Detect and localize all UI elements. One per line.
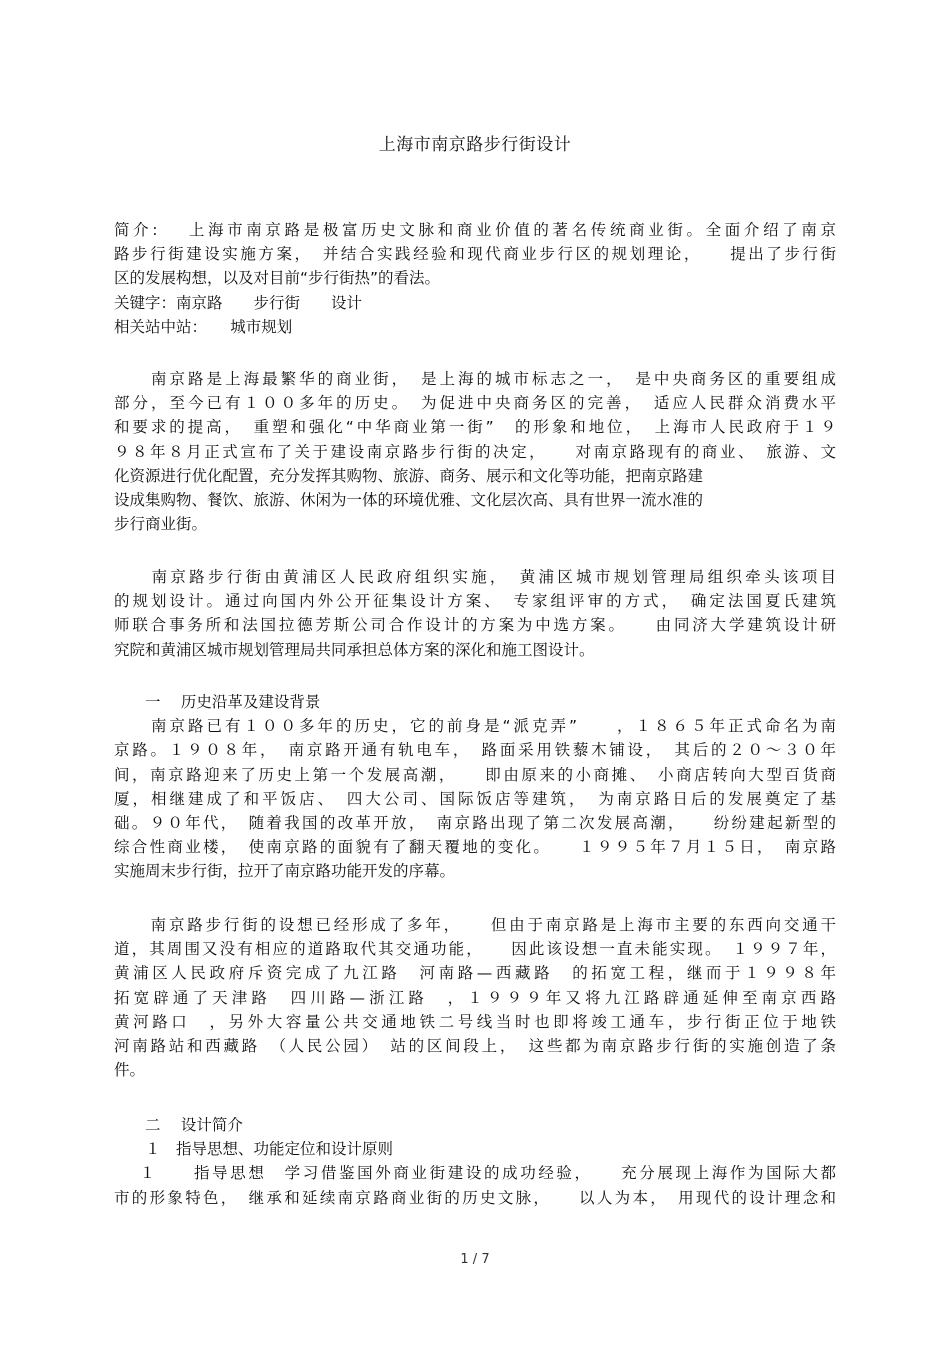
section-design [114,1113,836,1210]
paragraph-line: 京路。１９０８年， 南京路开通有轨电车， 路面采用铁藜木铺设， 其后的２０～３０年 [114,741,836,760]
paragraph-line: 南京路已有１００多年的历史，它的前身是“派克弄” ，１８６５年正式命名为南 [114,717,836,736]
paragraph-line: １ 指导思想 学习借鉴国外商业街建设的成功经验， 充分展现上海作为国际大都 [114,1164,836,1183]
abstract-line: 简介: 上海市南京路是极富历史文脉和商业价值的著名传统商业街。全面介绍了南京 [114,221,836,239]
paragraph-line: 综合性商业楼， 使南京路的面貌有了翻天覆地的变化。 １９９５年７月１５日， 南京路 [114,838,836,857]
paragraph-background [114,913,836,1082]
abstract-line: 区的发展构想，以及对目前“步行街热”的看法。 [114,269,441,288]
paragraph-line: 和要求的提高， 重塑和强化“中华商业第一街” 的形象和地位， 上海市人民政府于１９ [114,418,836,437]
paragraph-organization [114,565,836,662]
abstract-line: 路步行街建设实施方案， 并结合实践经验和现代商业步行区的规划理论， 提出了步行街 [114,245,836,264]
paragraph-line: 黄河路口 ，另外大容量公共交通地铁二号线当时也即将竣工通车，步行街正位于地铁 [114,1012,836,1031]
paragraph-line: ９８年８月正式宣布了关于建设南京路步行街的决定， 对南京路现有的商业、 旅游、文 [114,442,836,461]
paragraph-line: 件。 [114,1061,146,1080]
paragraph-line: 化资源进行优化配置，充分发挥其购物、旅游、商务、展示和文化等功能，把南京路建 [114,466,704,485]
paragraph-line: 南京路步行街的设想已经形成了多年， 但由于南京路是上海市主要的东西向交通干 [114,916,836,934]
page-number: 1 / 7 [460,1252,490,1267]
paragraph-line: 南京路是上海最繁华的商业街， 是上海的城市标志之一， 是中央商务区的重要组成 [114,370,836,388]
related-station-line: 相关站中站： 城市规划 [114,317,293,336]
subsection-heading: １ 指导思想、功能定位和设计原则 [114,1140,394,1159]
paragraph-line: 步行商业街。 [114,515,208,534]
document-title: 上海市南京路步行街设计 [378,135,572,155]
section-history [114,690,836,884]
paragraph-line: 南京路步行街由黄浦区人民政府组织实施， 黄浦区城市规划管理局组织牵头该项目 [114,568,836,586]
paragraph-line: 拓宽辟通了天津路 四川路—浙江路 ，１９９９年又将九江路辟通延伸至南京西路 [114,988,836,1007]
paragraph-line: 黄浦区人民政府斥资完成了九江路 河南路—西藏路 的拓宽工程，继而于１９９８年 [114,964,836,983]
paragraph-line: 师联合事务所和法国拉德芳斯公司合作设计的方案为中选方案。 由同济大学建筑设计研 [114,616,836,635]
paragraph-line: 设成集购物、餐饮、旅游、休闲为一体的环境优雅、文化层次高、具有世界一流水准的 [114,490,704,509]
paragraph-intro [114,367,836,536]
paragraph-line: 市的形象特色， 继承和延续南京路商业街的历史文脉， 以人为本， 用现代的设计理念和 [114,1188,836,1207]
paragraph-line: 河南路站和西藏路 （人民公园） 站的区间段上， 这些都为南京路步行街的实施创造了条 [114,1036,836,1055]
paragraph-line: 究院和黄浦区城市规划管理局共同承担总体方案的深化和施工图设计。 [114,640,595,659]
paragraph-line: 础。９０年代， 随着我国的改革开放， 南京路出现了第二次发展高潮， 纷纷建起新型的 [114,813,836,832]
section-heading: 二 设计简介 [114,1116,243,1134]
paragraph-line: 间，南京路迎来了历史上第一个发展高潮， 即由原来的小商摊、 小商店转向大型百货商 [114,765,836,784]
paragraph-line: 道，其周围又没有相应的道路取代其交通功能， 因此该设想一直未能实现。 １９９７年， [114,940,836,959]
paragraph-line: 厦，相继建成了和平饭店、 四大公司、国际饭店等建筑， 为南京路日后的发展奠定了基 [114,789,836,808]
section-heading: 一 历史沿革及建设背景 [114,693,321,711]
paragraph-line: 部分，至今已有１００多年的历史。 为促进中央商务区的完善， 适应人民群众消费水平 [114,394,836,413]
abstract-block [114,218,836,339]
paragraph-line: 的规划设计。通过向国内外公开征集设计方案、 专家组评审的方式， 确定法国夏氏建筑 [114,592,836,611]
keywords-line: 关键字：南京路 步行街 设计 [114,293,363,312]
paragraph-line: 实施周末步行街，拉开了南京路功能开发的序幕。 [114,862,456,881]
